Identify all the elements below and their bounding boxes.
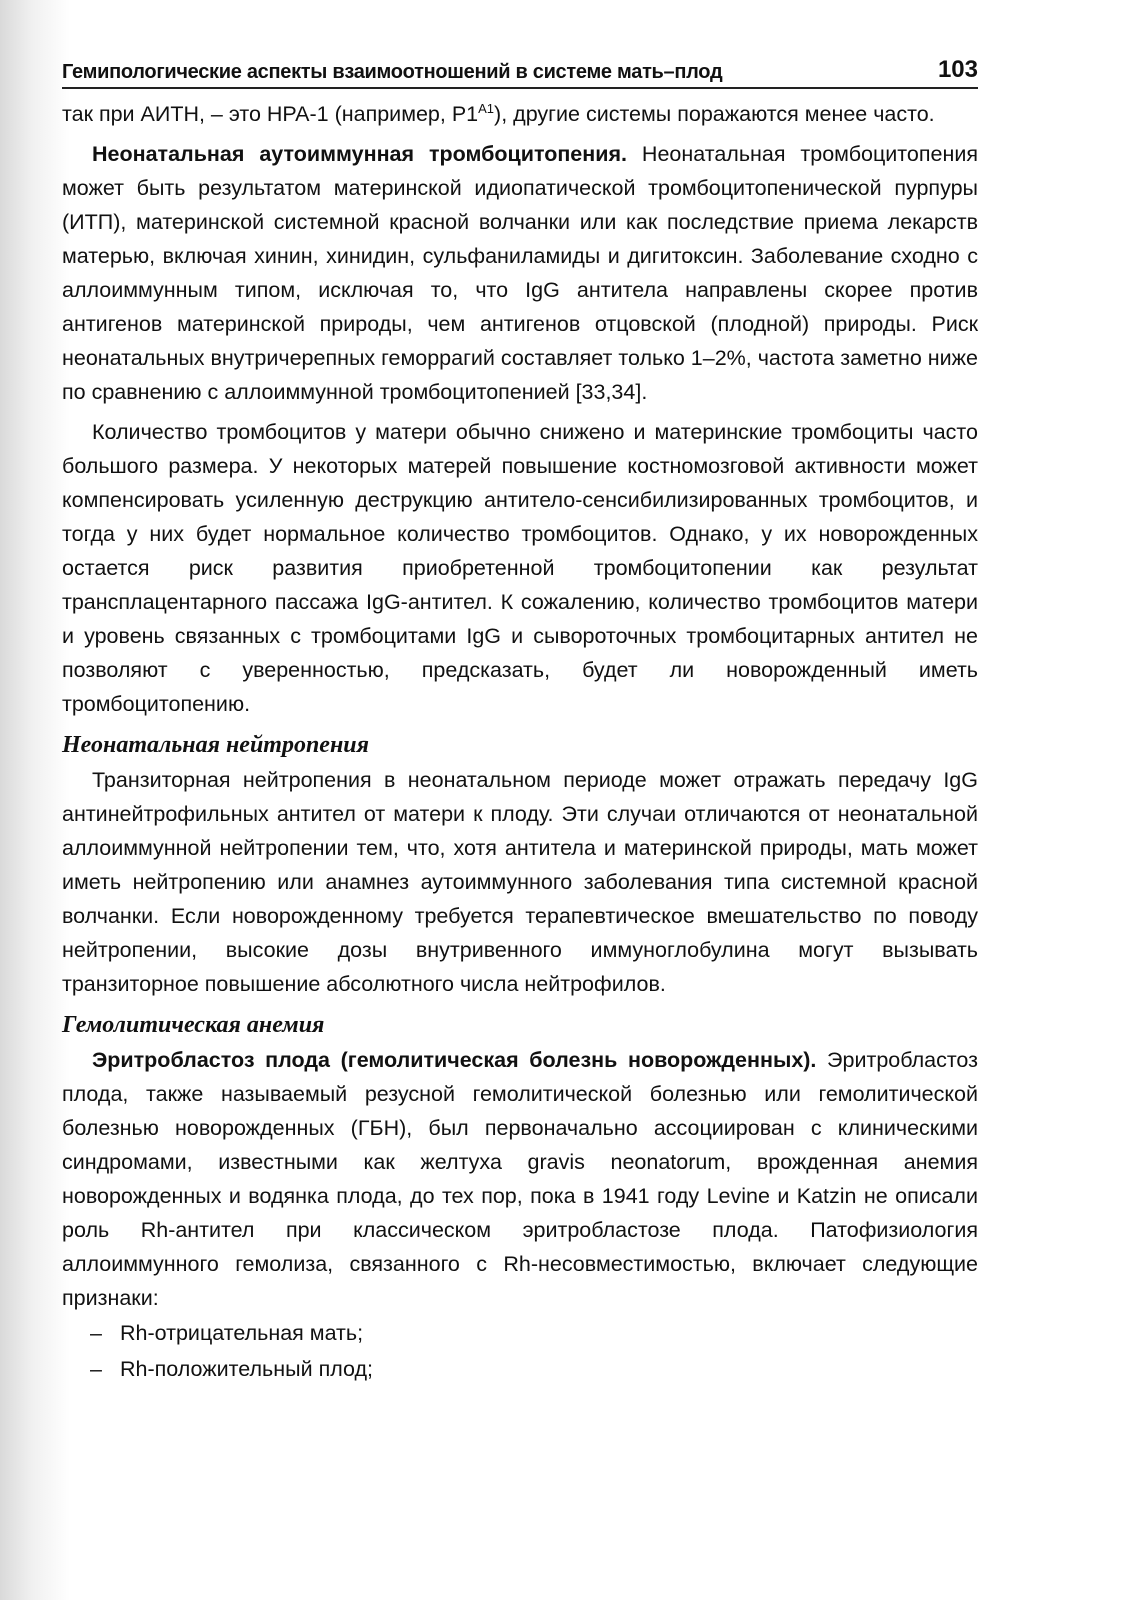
list-dash: – (90, 1357, 102, 1381)
paragraph-lead-heading: Эритробластоз плода (гемолитическая болезнь новорожденных). (92, 1048, 817, 1072)
paragraph-lead-heading: Неонатальная аутоиммунная тромбоцитопения. (92, 142, 627, 166)
book-page (62, 40, 978, 1387)
paragraph-text: Эритробластоз плода, также называемый резусной гемолитической болезнью или гемолитической болезнью новорожденных (ГБН), был первоначально ассоциирован с клиническими синдромами, известными как желтуха gravis neonatorum, врожденная анемия новорожденных и водянка плода, до тех пор, пока в 1941 году Levine и Katzin не описали роль Rh-антител при классическом эритробластозе плода. Патофизиология аллоиммунного гемолиза, связанного с Rh-несовместимостью, включает следующие признаки: (62, 1048, 979, 1310)
pathophysiology-list (62, 1315, 978, 1387)
scan-edge-shadow (0, 0, 70, 1600)
section-heading-neonatal-neutropenia: Неонатальная нейтропения (62, 732, 369, 758)
page-body (62, 97, 978, 1387)
superscript: A1 (478, 100, 495, 116)
paragraph-text: ), другие системы поражаются менее часто. (494, 102, 935, 126)
paragraph-transient-neutropenia (62, 763, 978, 1001)
paragraph-continued (62, 97, 978, 131)
paragraph-text: Транзиторная нейтропения в неонатальном периоде может отражать передачу IgG антинейтрофильных антител от матери к плоду. Эти случаи отличаются от неонатальной аллоиммунной нейтропении тем, что, хотя антитела и материнской природы, мать может иметь нейтропению или анамнез аутоиммунного заболевания типа системной красной волчанки. Если новорожденному требуется терапевтическое вмешательство по поводу нейтропении, высокие дозы внутривенного иммуноглобулина могут вызывать транзиторное повышение абсолютного числа нейтрофилов. (62, 768, 978, 996)
page-number: 103 (937, 56, 978, 83)
paragraph-erythroblastosis (62, 1043, 978, 1315)
paragraph-neonatal-autoimmune-thrombocytopenia (62, 137, 978, 409)
list-item-text: Rh-отрицательная мать; (120, 1321, 364, 1345)
list-item (90, 1315, 978, 1351)
list-dash: – (90, 1321, 102, 1345)
running-header (62, 40, 978, 89)
paragraph-text: Неонатальная тромбоцитопения может быть результатом материнской идиопатической тромбоцитопенической пурпуры (ИТП), материнской системной красной волчанки или как последствие приема лекарств матерью, включая хинин, хинидин, сульфаниламиды и дигитоксин. Заболевание сходно с аллоиммунным типом, исключая то, что IgG антитела направлены скорее против антигенов материнской природы, чем антигенов отцовской (плодной) природы. Риск неонатальных внутричерепных геморрагий составляет только 1–2%, частота заметно ниже по сравнению с аллоиммунной тромбоцитопенией [33,34]. (62, 142, 978, 404)
paragraph-text: Количество тромбоцитов у матери обычно снижено и материнские тромбоциты часто большого размера. У некоторых матерей повышение костномозговой активности может компенсировать усиленную деструкцию антитело-сенсибилизированных тромбоцитов, и тогда у них будет нормальное количество тромбоцитов. Однако, у их новорожденных остается риск развития приобретенной тромбоцитопении как результат трансплацентарного пассажа IgG-антител. К сожалению, количество тромбоцитов матери и уровень связанных с тромбоцитами IgG и сывороточных тромбоцитарных антител не позволяют с уверенностью, предсказать, будет ли новорожденный иметь тромбоцитопению. (62, 420, 978, 716)
list-item (90, 1351, 978, 1387)
section-heading-hemolytic-anemia: Гемолитическая анемия (62, 1012, 325, 1038)
paragraph-platelet-count (62, 415, 978, 721)
paragraph-text: так при АИТН, – это HPA-1 (например, P1 (62, 102, 479, 126)
running-header-title: Гемипологические аспекты взаимоотношений в системе мать–плод (62, 61, 723, 83)
list-item-text: Rh-положительный плод; (120, 1357, 374, 1381)
